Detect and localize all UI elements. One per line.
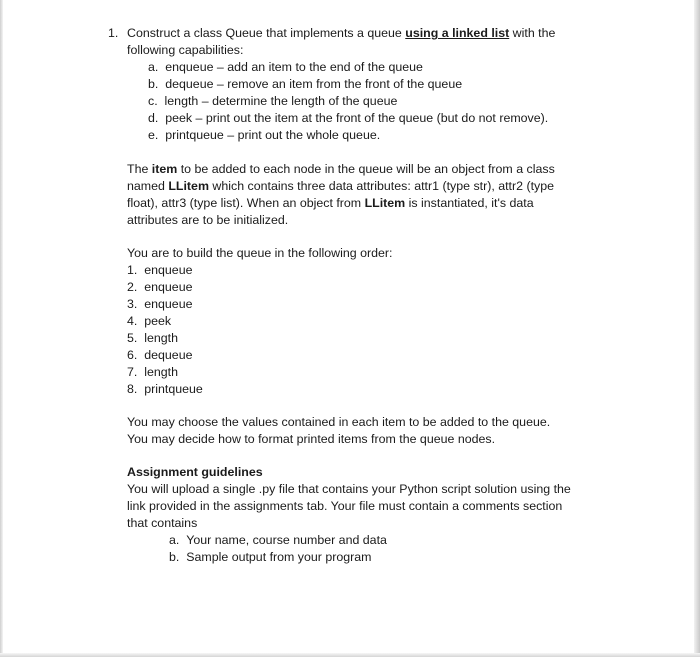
intro-text-a: Construct a class Queue that implements a queue: [127, 26, 406, 40]
bold-term: LLitem: [168, 179, 209, 193]
step-text: peek: [144, 314, 172, 328]
guidelines-heading: Assignment guidelines: [127, 465, 263, 479]
step-marker: 7.: [127, 365, 138, 379]
intro-emphasis: using a linked list: [405, 26, 510, 40]
text-run: which contains three data attributes: attr1 (type str), attr2 (type: [208, 179, 555, 193]
text-run: named: [127, 179, 169, 193]
capability-marker: d.: [148, 111, 159, 125]
guideline-marker: b.: [169, 550, 180, 564]
capability-text: length – determine the length of the queue: [164, 94, 398, 108]
guideline-marker: a.: [169, 533, 180, 547]
order-step: [127, 296, 192, 313]
choices-line: You may choose the values contained in each item to be added to the queue.: [127, 415, 551, 429]
text-run: float), attr3 (type list). When an object from: [127, 196, 365, 210]
choices-line: You may decide how to format printed items from the queue nodes.: [127, 432, 496, 446]
item-paragraph-line: [127, 178, 554, 195]
order-step: [127, 347, 192, 364]
question-number: 1.: [108, 26, 119, 40]
capability-item: [148, 110, 548, 127]
guideline-text: Your name, course number and data: [186, 533, 387, 547]
step-text: enqueue: [144, 280, 193, 294]
step-text: dequeue: [144, 348, 193, 362]
item-paragraph-line: [127, 195, 534, 212]
guidelines-line: You will upload a single .py file that contains your Python script solution using the: [127, 482, 571, 496]
order-step: [127, 330, 178, 347]
guideline-text: Sample output from your program: [186, 550, 372, 564]
bold-term: LLitem: [364, 196, 406, 210]
step-text: printqueue: [144, 382, 203, 396]
capability-text: enqueue – add an item to the end of the queue: [165, 60, 423, 74]
guideline-item: [169, 549, 372, 566]
bold-term: item: [151, 162, 178, 176]
capability-marker: c.: [148, 94, 158, 108]
capability-item: [148, 93, 397, 110]
text-run: The: [127, 162, 152, 176]
capability-text: peek – print out the item at the front of the queue (but do not remove).: [165, 111, 549, 125]
capability-marker: e.: [148, 128, 159, 142]
step-marker: 1.: [127, 263, 138, 277]
page-edge-left: [0, 0, 3, 657]
capability-item: [148, 76, 462, 93]
capability-text: dequeue – remove an item from the front of the queue: [165, 77, 463, 91]
step-marker: 6.: [127, 348, 138, 362]
step-text: enqueue: [144, 297, 193, 311]
item-paragraph-line: attributes are to be initialized.: [127, 213, 289, 227]
guideline-item: [169, 532, 387, 549]
step-marker: 4.: [127, 314, 138, 328]
step-marker: 3.: [127, 297, 138, 311]
build-order-heading: You are to build the queue in the following order:: [127, 246, 393, 260]
order-step: [127, 313, 171, 330]
step-marker: 2.: [127, 280, 138, 294]
text-run: is instantiated, it's data: [405, 196, 534, 210]
order-step: [127, 364, 178, 381]
step-marker: 5.: [127, 331, 138, 345]
step-text: length: [144, 331, 178, 345]
step-marker: 8.: [127, 382, 138, 396]
question-intro-line-1: [127, 25, 555, 42]
capability-marker: a.: [148, 60, 159, 74]
guidelines-line: that contains: [127, 516, 198, 530]
text-run: to be added to each node in the queue will be an object from a class: [177, 162, 555, 176]
item-paragraph-line: [127, 161, 555, 178]
page-edge-bottom: [0, 653, 700, 657]
intro-text-b: with the: [509, 26, 556, 40]
question-intro-line-2: following capabilities:: [127, 43, 244, 57]
order-step: [127, 262, 192, 279]
capability-item: [148, 59, 423, 76]
order-step: [127, 279, 192, 296]
capability-text: printqueue – print out the whole queue.: [165, 128, 381, 142]
page-edge-right: [694, 0, 700, 657]
step-text: enqueue: [144, 263, 193, 277]
capability-item: [148, 127, 380, 144]
order-step: [127, 381, 203, 398]
step-text: length: [144, 365, 178, 379]
capability-marker: b.: [148, 77, 159, 91]
guidelines-line: link provided in the assignments tab. Your file must contain a comments section: [127, 499, 563, 513]
